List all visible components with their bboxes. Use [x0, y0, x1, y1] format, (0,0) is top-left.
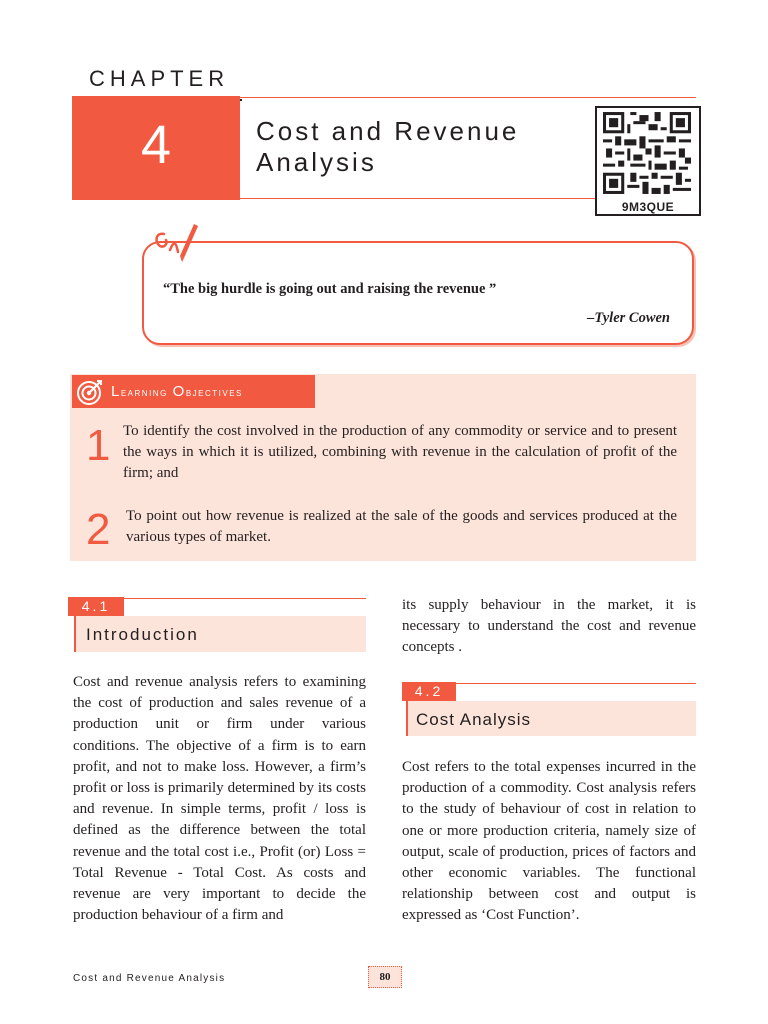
- section-rule: [124, 598, 366, 599]
- learning-objectives-title: [111, 383, 243, 400]
- lo-title-initial-2: O: [172, 383, 186, 400]
- quote-text: “The big hurdle is going out and raising the revenue ”: [163, 281, 497, 297]
- target-icon: [76, 378, 104, 406]
- section-heading-bar: [406, 701, 408, 736]
- section-heading-bar: [74, 616, 76, 652]
- section-title: Introduction: [86, 625, 199, 644]
- objective-text: To point out how revenue is realized at the sale of the goods and services produced at the various types of market.: [126, 508, 677, 545]
- section-rule: [456, 683, 696, 684]
- chapter-label: CHAPTER: [89, 66, 230, 91]
- chapter-title: [256, 116, 519, 178]
- section-number-tag: 4.2: [402, 682, 456, 701]
- running-footer-title: Cost and Revenue Analysis: [73, 973, 226, 984]
- objective-number: 1: [86, 421, 111, 470]
- page-number: 80: [368, 966, 402, 988]
- qr-code-label: 9M3QUE: [597, 200, 699, 214]
- section-body: Cost refers to the total expenses incurred in the production of a commodity. Cost analysis refers to the study of behaviour of cost in relation to one or more production criteria, namely size of output, scale of production, prices of factors and other economic variables. The functional relationship between cost and output is expressed as ‘Cost Function’.: [402, 759, 696, 924]
- chapter-number: 4: [140, 115, 172, 175]
- objective-number: 2: [86, 505, 111, 554]
- objective-text: To identify the cost involved in the production of any commodity or service and to present the ways in which it is utilized, combining with revenue in the calculation of profit of the firm; and: [123, 423, 677, 481]
- section-body: Cost and revenue analysis refers to examining the cost of production and sales revenue of a production unit or firm under various conditions. The objective of a firm is to earn profit, and not to make loss. However, a firm’s profit or loss is primarily determined by its costs and revenue. In simple terms, profit / loss is defined as the difference between the total revenue and the total cost i.e., Profit (or) Loss = Total Revenue - Total Cost. As costs and revenue are very important to decide the production behaviour of a firm and: [73, 674, 366, 924]
- lo-title-part-2: bjectives: [185, 385, 243, 399]
- section-number-tag: 4.1: [68, 597, 124, 616]
- qr-code-pattern: [603, 112, 691, 194]
- pen-quote-icon: [150, 220, 204, 264]
- continued-paragraph: its supply behaviour in the market, it is necessary to understand the cost and revenue concepts .: [402, 597, 696, 656]
- chapter-title-line2: Analysis: [256, 147, 377, 177]
- quote-author: –Tyler Cowen: [587, 310, 670, 326]
- chapter-title-line1: Cost and Revenue: [256, 116, 520, 146]
- qr-code[interactable]: [595, 106, 701, 216]
- lo-title-initial-1: L: [111, 383, 121, 400]
- section-title: Cost Analysis: [416, 710, 532, 729]
- header-bottom-rule: [240, 198, 595, 199]
- header-top-rule: [240, 97, 696, 98]
- lo-title-part-1: earning: [120, 385, 173, 399]
